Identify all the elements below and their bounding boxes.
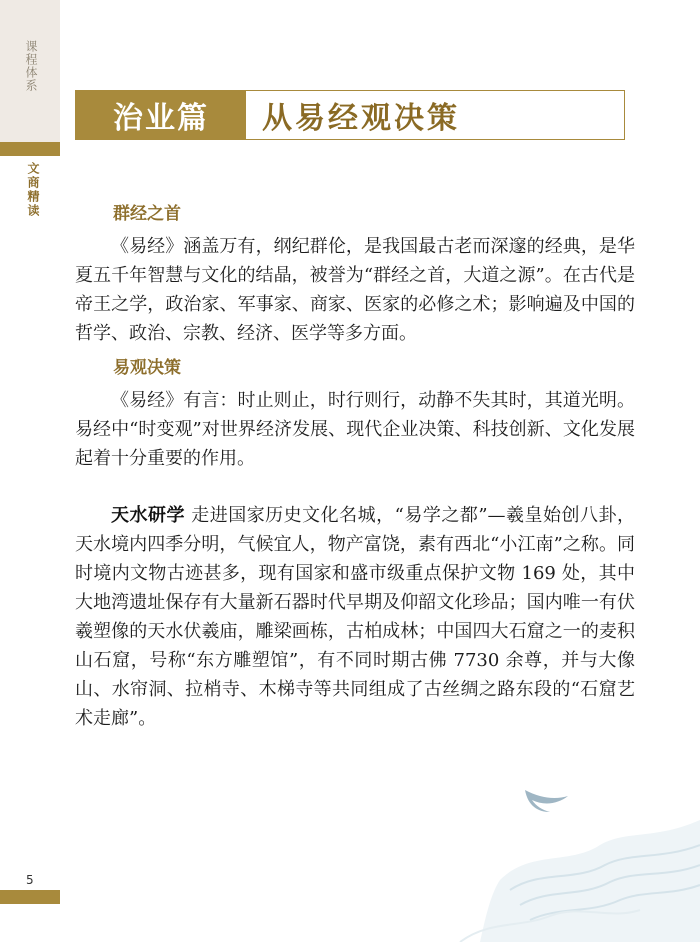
tianshui-text: 走进国家历史文化名城，“易学之都”—羲皇始创八卦，天水境内四季分明，气候宜人，物产富饶，素有西北“小江南”之称。同时境内文物古迹甚多，现有国家和盛市级重点保护文物 169 处，其中大地湾遗址保存有大量新石器时代早期及仰韶文化珍品；国内唯一有伏羲塑像的天水伏羲庙，雕梁画栋，古柏成林；中国四大石窟之一的麦积山石窟，号称“东方雕塑馆”，有不同时期古佛 7730 余尊，并与大像山、水帘洞、拉梢寺、木梯寺等共同组成了古丝绸之路东段的“石窟艺术走廊”。 [75, 505, 636, 729]
title-subject: 从易经观决策 [262, 101, 460, 136]
tianshui-lead-term: 天水研学 [111, 505, 185, 526]
sidebar-top-label: 课程体系 [24, 40, 38, 92]
sidebar-mid-label: 文商精读 [26, 162, 40, 218]
section-paragraph-qunjing: 《易经》涵盖万有，纲纪群伦，是我国最古老而深邃的经典，是华夏五千年智慧与文化的结晶，被誉为“群经之首，大道之源”。在古代是帝王之学，政治家、军事家、商家、医家的必修之术；影响遍及中国的哲学、政治、宗教、经济、医学等多方面。 [75, 236, 635, 344]
section-paragraph-yiguan: 《易经》有言：时止则止，时行则行，动静不失其时，其道光明。易经中“时变观”对世界经济发展、现代企业决策、科技创新、文化发展起着十分重要的作用。 [75, 390, 635, 469]
tianshui-paragraph [75, 501, 635, 733]
sidebar-bottom-band [0, 890, 60, 904]
sidebar [0, 0, 60, 942]
decorative-waves-illustration [440, 770, 700, 942]
crane-icon [525, 790, 568, 812]
page-number: 5 [26, 873, 34, 887]
section-heading-yiguan: 易观决策 [113, 358, 181, 378]
sidebar-gold-band [0, 142, 60, 156]
main-content [75, 200, 635, 733]
section-heading-qunjing: 群经之首 [113, 204, 181, 224]
title-section-name: 治业篇 [76, 91, 246, 139]
page-title [75, 90, 625, 140]
